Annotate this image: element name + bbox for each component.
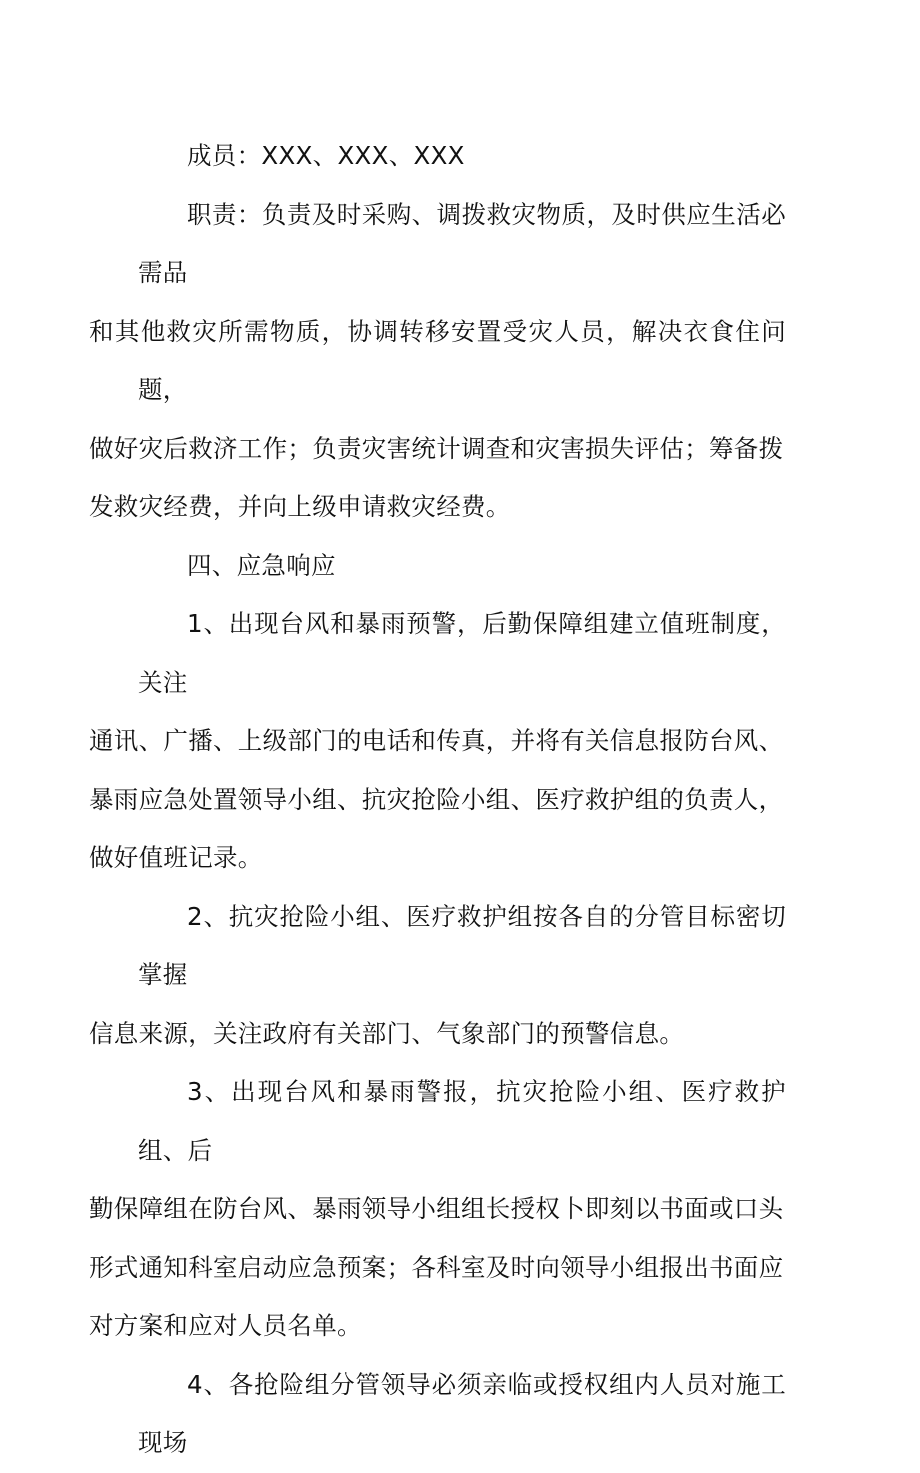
- text-line: 发救灾经费，并向上级申请救灾经费。: [89, 492, 511, 521]
- paragraph-item-2: [89, 888, 786, 1064]
- paragraph-item-4: [138, 1356, 786, 1473]
- text-line: 4、各抢险组分管领导必须亲临或授权组内人员对施工现场: [138, 1369, 786, 1457]
- document-body: [89, 127, 786, 1473]
- text-line: 和其他救灾所需物质，协调转移安置受灾人员，解决衣食住问题，: [89, 316, 786, 404]
- text-line: 成员：XXX、XXX、XXX: [187, 141, 465, 170]
- text-line: 3、出现台风和暴雨警报，抗灾抢险小组、医疗救护组、后: [138, 1077, 786, 1165]
- text-line: 对方案和应对人员名单。: [89, 1311, 362, 1340]
- text-line: 做好值班记录。: [89, 843, 263, 872]
- paragraph-duties: [89, 186, 786, 537]
- paragraph-item-1: [89, 595, 786, 888]
- text-line: 四、应急响应: [187, 550, 336, 580]
- text-line: 暴雨应急处置领导小组、抗灾抢险小组、医疗救护组的负责人，: [89, 784, 784, 814]
- paragraph-members: [138, 127, 786, 186]
- text-line: 勤保障组在防台风、暴雨领导小组组长授权卜即刻以书面或口头: [89, 1194, 784, 1223]
- text-line: 形式通知科室启动应急预案；各科室及时向领导小组报出书面应: [89, 1252, 784, 1282]
- text-line: 1、出现台风和暴雨预警，后勤保障组建立值班制度，关注: [138, 609, 786, 697]
- text-line: 职责：负责及时采购、调拨救灾物质，及时供应生活必需品: [138, 199, 786, 287]
- text-line: 2、抗灾抢险小组、医疗救护组按各自的分管目标密切掌握: [138, 901, 786, 989]
- text-line: 做好灾后救济工作；负责灾害统计调查和灾害损失评估；筹备拨: [89, 433, 784, 463]
- text-line: 信息来源，关注政府有关部门、气象部门的预警信息。: [89, 1018, 685, 1048]
- paragraph-item-3: [89, 1063, 786, 1356]
- section-heading: [138, 537, 786, 596]
- text-line: 通讯、广播、上级部门的电话和传真，并将有关信息报防台风、: [89, 726, 784, 755]
